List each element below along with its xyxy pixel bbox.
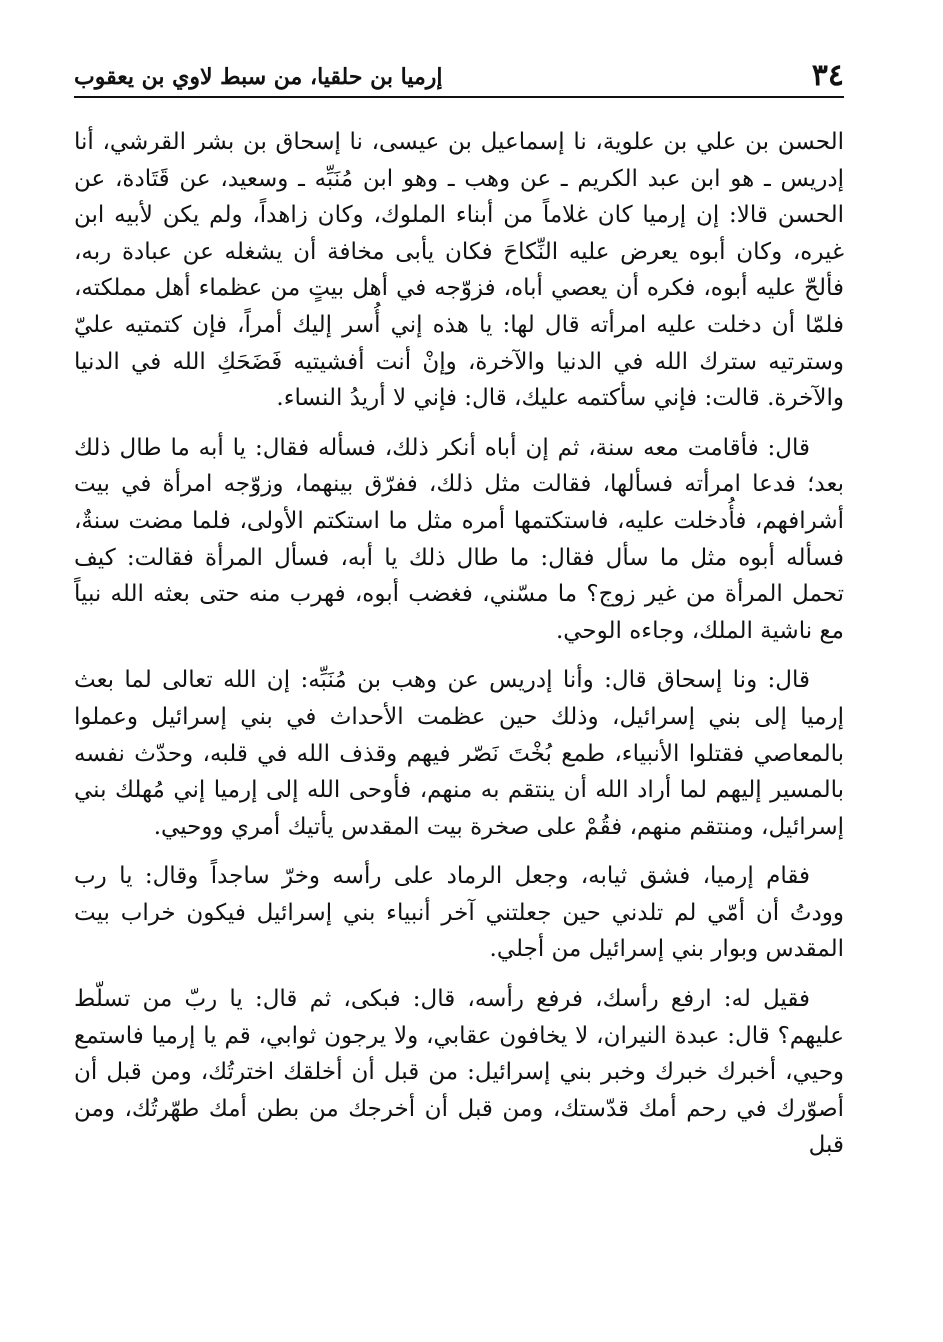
running-title: إرميا بن حلقيا، من سبط لاوي بن يعقوب <box>74 64 443 90</box>
page-number: ٣٤ <box>811 58 844 93</box>
paragraph-4: فقام إرميا، فشق ثيابه، وجعل الرماد على رأسه وخرّ ساجداً وقال: يا رب وودتُ أن أمّي لم تلدني حين جعلتني آخر أنبياء بني إسرائيل فيكون خراب بيت المقدس وبوار بني إسرائيل من أجلي. <box>74 863 844 963</box>
body-text <box>74 124 844 1177</box>
paragraph-2: قال: فأقامت معه سنة، ثم إن أباه أنكر ذلك، فسأله فقال: يا أبه ما طال ذلك بعد؛ فدعا امرأته فسألها، فقالت مثل ذلك، ففرّق بينهما، وزوّجه امرأة في بيت أشرافهم، فأُدخلت عليه، فاستكتمها أمره مثل ما استكتم الأولى، فلما مضت سنةٌ، فسأله أبوه مثل ما سأل فقال: ما طال ذلك يا أبه، فسأل المرأة فقالت: كيف تحمل المرأة من غير زوج؟ ما مسّني، فغضب أبوه، فهرب منه حتى بعثه الله نبياً مع ناشية الملك، وجاءه الوحي. <box>74 434 844 644</box>
paragraph-3: قال: ونا إسحاق قال: وأنا إدريس عن وهب بن مُنَبِّه: إن الله تعالى لما بعث إرميا إلى بني إسرائيل، وذلك حين عظمت الأحداث في بني إسرائيل وعملوا بالمعاصي فقتلوا الأنبياء، طمع بُخْتَ نَصّر فيهم وقذف الله في قلبه، وحدّث نفسه بالمسير إليهم لما أراد الله أن ينتقم به منهم، فأوحى الله إلى إرميا إني مُهلك بني إسرائيل، ومنتقم منهم، فقُمْ على صخرة بيت المقدس يأتيك أمري ووحيي. <box>74 667 844 840</box>
page-header <box>74 56 844 98</box>
paragraph-1: الحسن بن علي بن علوية، نا إسماعيل بن عيسى، نا إسحاق بن بشر القرشي، أنا إدريس ـ هو ابن عبد الكريم ـ عن وهب ـ وهو ابن مُنَبِّه ـ وسعيد، عن قَتَادة، عن الحسن قالا: إن إرميا كان غلاماً من أبناء الملوك، وكان زاهداً، ولم يكن لأبيه ابن غيره، وكان أبوه يعرض عليه النِّكاحَ فكان يأبى مخافة أن يشغله عن عبادة ربه، فألحّ عليه أبوه، فكره أن يعصي أباه، فزوّجه في أهل بيتٍ من عظماء أهل مملكته، فلمّا أن دخلت عليه امرأته قال لها: يا هذه إني أُسر إليك أمراً، فإن كتمتيه عليّ وسترتيه سترك الله في الدنيا والآخرة، وإنْ أنت أفشيتيه فَضَحَكِ الله في الدنيا والآخرة. قالت: فإني سأكتمه عليك، قال: فإني لا أريدُ النساء. <box>74 129 844 412</box>
paragraph-5: فقيل له: ارفع رأسك، فرفع رأسه، قال: فبكى، ثم قال: يا ربّ من تسلّط عليهم؟ قال: عبدة النيران، لا يخافون عقابي، ولا يرجون ثوابي، قم يا إرميا فاستمع وحيي، أخبرك خبرك وخبر بني إسرائيل: من قبل أن أخلقك اخترتُك، ومن قبل أن أصوّرك في رحم أمك قدّستك، ومن قبل أن أخرجك من بطن أمك طهّرتُك، ومن قبل <box>74 986 844 1159</box>
